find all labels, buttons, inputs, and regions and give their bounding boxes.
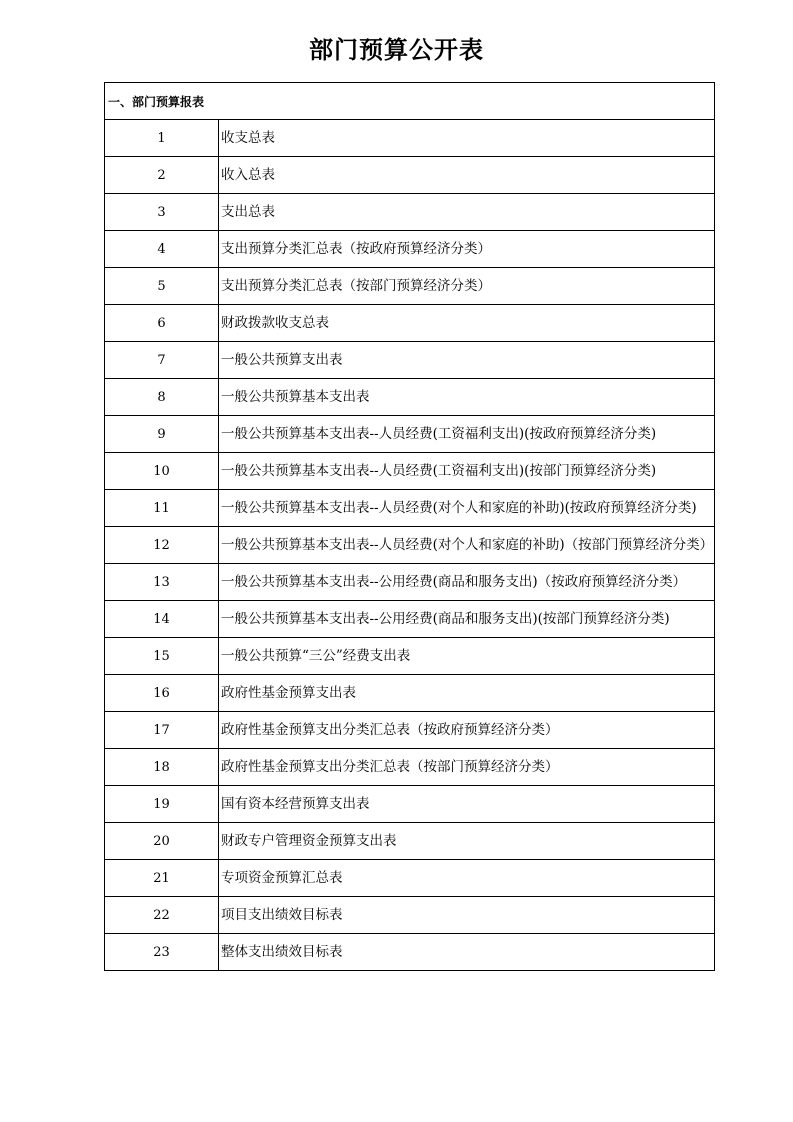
table-row bbox=[105, 860, 715, 897]
row-title: 政府性基金预算支出分类汇总表（按部门预算经济分类） bbox=[219, 749, 715, 786]
row-number: 16 bbox=[105, 675, 219, 712]
row-number: 19 bbox=[105, 786, 219, 823]
row-title: 一般公共预算基本支出表 bbox=[219, 379, 715, 416]
row-title: 支出总表 bbox=[219, 194, 715, 231]
row-number: 13 bbox=[105, 564, 219, 601]
row-number: 12 bbox=[105, 527, 219, 564]
table-body bbox=[105, 83, 715, 971]
table-row bbox=[105, 823, 715, 860]
row-number: 22 bbox=[105, 897, 219, 934]
table-row bbox=[105, 786, 715, 823]
table-row bbox=[105, 897, 715, 934]
row-number: 23 bbox=[105, 934, 219, 971]
table-row bbox=[105, 268, 715, 305]
row-title: 财政拨款收支总表 bbox=[219, 305, 715, 342]
row-title: 政府性基金预算支出表 bbox=[219, 675, 715, 712]
table-row bbox=[105, 527, 715, 564]
row-title: 财政专户管理资金预算支出表 bbox=[219, 823, 715, 860]
row-number: 14 bbox=[105, 601, 219, 638]
row-title: 一般公共预算基本支出表--公用经费(商品和服务支出)(按部门预算经济分类) bbox=[219, 601, 715, 638]
row-title: 一般公共预算基本支出表--人员经费(对个人和家庭的补助)（按部门预算经济分类） bbox=[219, 527, 715, 564]
row-title: 整体支出绩效目标表 bbox=[219, 934, 715, 971]
row-title: 专项资金预算汇总表 bbox=[219, 860, 715, 897]
row-number: 18 bbox=[105, 749, 219, 786]
table-row bbox=[105, 490, 715, 527]
row-number: 1 bbox=[105, 120, 219, 157]
row-number: 8 bbox=[105, 379, 219, 416]
table-row bbox=[105, 194, 715, 231]
row-number: 7 bbox=[105, 342, 219, 379]
row-number: 17 bbox=[105, 712, 219, 749]
row-title: 国有资本经营预算支出表 bbox=[219, 786, 715, 823]
table-row bbox=[105, 231, 715, 268]
row-number: 15 bbox=[105, 638, 219, 675]
section-heading: 一、部门预算报表 bbox=[105, 83, 715, 120]
section-header-row bbox=[105, 83, 715, 120]
row-number: 5 bbox=[105, 268, 219, 305]
row-title: 一般公共预算支出表 bbox=[219, 342, 715, 379]
row-number: 10 bbox=[105, 453, 219, 490]
table-row bbox=[105, 749, 715, 786]
row-title: 收入总表 bbox=[219, 157, 715, 194]
table-row bbox=[105, 342, 715, 379]
row-number: 2 bbox=[105, 157, 219, 194]
row-number: 21 bbox=[105, 860, 219, 897]
table-row bbox=[105, 934, 715, 971]
table-row bbox=[105, 120, 715, 157]
row-title: 一般公共预算基本支出表--人员经费(对个人和家庭的补助)(按政府预算经济分类) bbox=[219, 490, 715, 527]
table-row bbox=[105, 638, 715, 675]
table-row bbox=[105, 564, 715, 601]
row-title: 一般公共预算基本支出表--公用经费(商品和服务支出)（按政府预算经济分类） bbox=[219, 564, 715, 601]
row-number: 4 bbox=[105, 231, 219, 268]
row-title: 政府性基金预算支出分类汇总表（按政府预算经济分类） bbox=[219, 712, 715, 749]
row-number: 9 bbox=[105, 416, 219, 453]
budget-report-table bbox=[104, 82, 715, 971]
table-row bbox=[105, 601, 715, 638]
row-number: 3 bbox=[105, 194, 219, 231]
table-row bbox=[105, 712, 715, 749]
row-title: 支出预算分类汇总表（按政府预算经济分类） bbox=[219, 231, 715, 268]
page-title: 部门预算公开表 bbox=[309, 36, 484, 64]
row-title: 项目支出绩效目标表 bbox=[219, 897, 715, 934]
row-number: 11 bbox=[105, 490, 219, 527]
table-row bbox=[105, 305, 715, 342]
table-row bbox=[105, 675, 715, 712]
row-title: 收支总表 bbox=[219, 120, 715, 157]
row-title: 一般公共预算“三公”经费支出表 bbox=[219, 638, 715, 675]
row-title: 支出预算分类汇总表（按部门预算经济分类） bbox=[219, 268, 715, 305]
table-row bbox=[105, 379, 715, 416]
table-row bbox=[105, 157, 715, 194]
row-number: 6 bbox=[105, 305, 219, 342]
table-row bbox=[105, 416, 715, 453]
row-title: 一般公共预算基本支出表--人员经费(工资福利支出)(按部门预算经济分类) bbox=[219, 453, 715, 490]
table-row bbox=[105, 453, 715, 490]
row-number: 20 bbox=[105, 823, 219, 860]
row-title: 一般公共预算基本支出表--人员经费(工资福利支出)(按政府预算经济分类) bbox=[219, 416, 715, 453]
